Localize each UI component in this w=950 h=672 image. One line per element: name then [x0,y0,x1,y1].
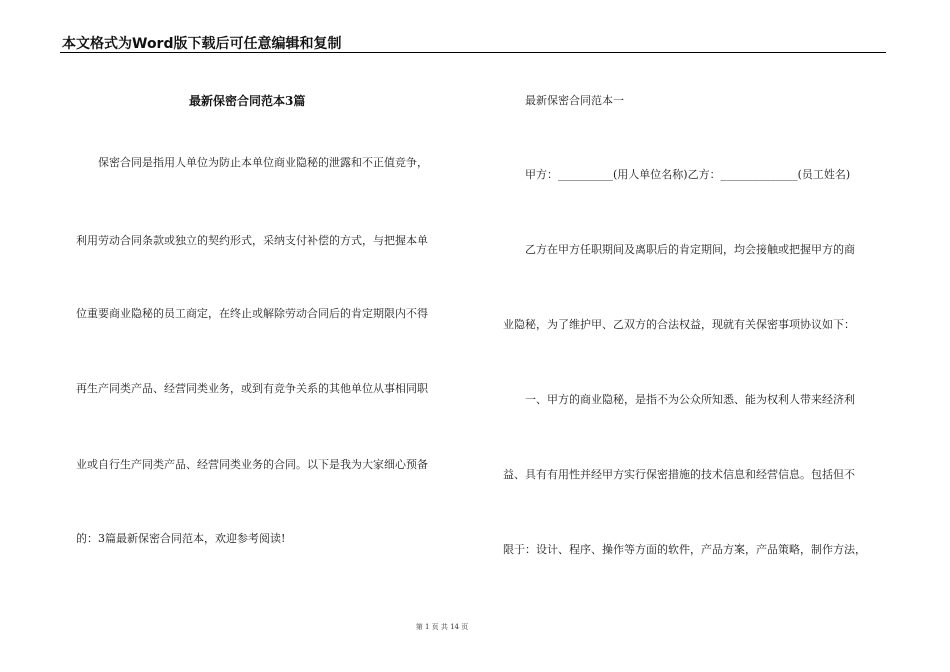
party-fields-line: 甲方：__________(用人单位名称)乙方：______________(员工姓名) [525,168,851,181]
left-paragraph-line: 再生产同类产品、经营同类业务，或到有竞争关系的其他单位从事相同职 [76,382,428,395]
right-paragraph-line: 业隐秘，为了维护甲、乙双方的合法权益，现就有关保密事项协议如下： [503,318,855,331]
left-paragraph-line: 位重要商业隐秘的员工商定，在终止或解除劳动合同后的肯定期限内不得 [76,307,428,320]
section-heading: 最新保密合同范本一 [525,94,624,107]
right-paragraph-line: 一、甲方的商业隐秘，是指不为公众所知悉、能为权利人带来经济利 [525,393,855,406]
left-paragraph-line: 保密合同是指用人单位为防止本单位商业隐秘的泄露和不正值竞争， [98,156,428,169]
right-paragraph-line: 乙方在甲方任职期间及离职后的肯定期间，均会接触或把握甲方的商 [525,243,855,256]
document-header-banner: 本文格式为Word版下载后可任意编辑和复制 [62,36,342,52]
left-paragraph-line: 的：3篇最新保密合同范本，欢迎参考阅读! [76,532,286,545]
right-paragraph-line: 限于：设计、程序、操作等方面的软件，产品方案，产品策略，制作方法， [503,543,866,556]
right-paragraph-line: 益、具有有用性并经甲方实行保密措施的技术信息和经营信息。包括但不 [503,468,855,481]
left-paragraph-line: 利用劳动合同条款或独立的契约形式，采纳支付补偿的方式，与把握本单 [76,234,428,247]
page-number-footer: 第 1 页 共 14 页 [415,623,469,631]
header-divider [60,52,886,53]
document-title: 最新保密合同范本3篇 [189,94,306,108]
left-paragraph-line: 业或自行生产同类产品、经营同类业务的合同。以下是我为大家细心预备 [76,458,428,471]
